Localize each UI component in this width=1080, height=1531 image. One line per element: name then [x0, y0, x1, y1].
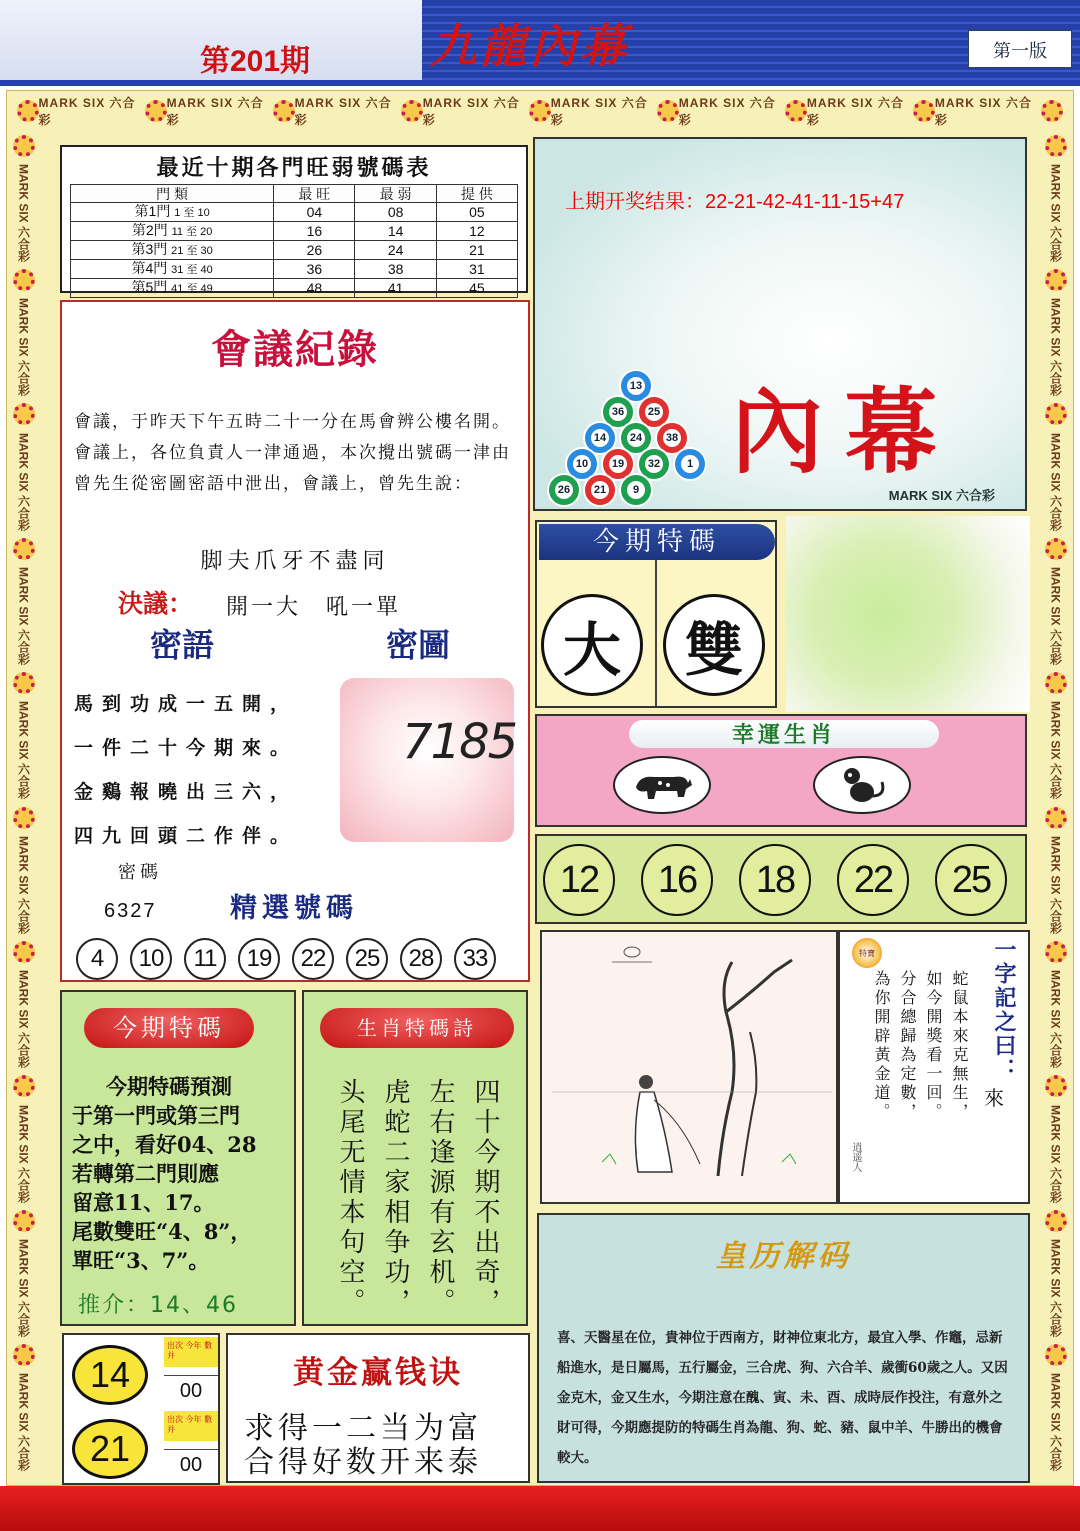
col-tip: 提 供 [436, 185, 517, 203]
hot-cell: 04 [274, 203, 355, 222]
resolution-label: 決議： [118, 589, 194, 618]
newspaper-title: 九龍內幕 [430, 19, 630, 73]
forecast-line: 于第一門或第三門 [72, 1103, 240, 1128]
tip-cell: 45 [436, 279, 517, 298]
brand-mark: MARK SIX 六合彩 [1048, 1373, 1063, 1472]
decorative-blob [786, 516, 1030, 712]
tag-value: 00 [164, 1375, 218, 1405]
lottery-ball: 36 [601, 395, 635, 429]
flower-icon [13, 403, 35, 425]
hot-cell: 26 [274, 241, 355, 260]
flower-icon [13, 1075, 35, 1097]
flower-icon [13, 941, 35, 963]
header-bar [0, 0, 1080, 86]
brand-mark: MARK SIX [888, 488, 953, 503]
memo-line: 分合總歸為定數， [898, 970, 917, 1122]
table-row [71, 222, 518, 241]
hot-cell: 48 [274, 279, 355, 298]
gold-line: 合得好数开来泰 [244, 1445, 482, 1480]
brand-mark: MARK SIX 六合彩 [1048, 432, 1063, 531]
flower-icon [13, 1210, 35, 1232]
col-cold: 最 弱 [355, 185, 436, 203]
flower-icon [13, 135, 35, 157]
gold-line: 求得一二当为富 [244, 1411, 482, 1446]
brand-mark: MARK SIX 六合彩 [1048, 163, 1063, 262]
memo-author: 逍遥人 [850, 1142, 861, 1172]
decorative-border-left [7, 131, 41, 1475]
tag-label: 出次 今年 數 并 [164, 1337, 218, 1367]
hot-cell: 36 [274, 260, 355, 279]
gold-panel [226, 1333, 530, 1483]
brand-mark: MARK SIX 六合彩 [38, 96, 136, 127]
brand-mark: MARK SIX 六合彩 [550, 96, 648, 127]
meeting-body: 會議，于昨天下午五時二十一分在馬會辨公樓名開。會議上，各位負責人一津通過，本次攪出號碼一津由曾先生從密圖密語中泄出，會議上，曾先生說： [74, 412, 511, 494]
brand-mark: MARK SIX 六合彩 [16, 835, 31, 934]
decorative-border-right [1039, 131, 1073, 1475]
special-code-panel [535, 520, 777, 708]
brand-mark: MARK SIX 六合彩 [678, 96, 776, 127]
mima-label: 密碼 [118, 862, 162, 883]
gold-title: 黄金赢钱诀 [293, 1355, 463, 1391]
memo-line: 如今開獎看一回。 [924, 970, 943, 1122]
edition-label: 第一版 [993, 41, 1047, 62]
number-ball: 22 [837, 844, 909, 916]
brand-mark: MARK SIX 六合彩 [1048, 701, 1063, 800]
forecast-line: 尾數雙旺“4、8”， [72, 1219, 252, 1244]
stats-title: 最近十期各門旺弱號碼表 [156, 155, 432, 181]
lottery-ball: 38 [655, 421, 689, 455]
brand-mark: MARK SIX 六合彩 [1048, 1238, 1063, 1337]
number-ball: 12 [543, 844, 615, 916]
poem-line: 四九回頭二作伴。 [74, 825, 299, 847]
flower-icon [13, 807, 35, 829]
meeting-poem [74, 682, 298, 858]
flower-icon [1045, 807, 1067, 829]
cold-cell: 41 [355, 279, 436, 298]
memo-badge: 特寶 [852, 938, 882, 968]
selected-numbers [76, 938, 496, 980]
result-panel [533, 137, 1027, 511]
brand-mark: MARK SIX 六合彩 [166, 96, 264, 127]
tag-value: 00 [164, 1449, 218, 1479]
last-result: 上期开奖结果：22-21-42-41-11-15+47 [565, 191, 905, 213]
flower-icon [1045, 269, 1067, 291]
memo-line: 為你開辟黃金道。 [872, 970, 891, 1122]
tip-cell: 21 [436, 241, 517, 260]
number-ball: 21 [72, 1419, 148, 1479]
tip-cell: 05 [436, 203, 517, 222]
almanac-body: 喜、天醫星在位，貴神位于西南方，財神位東北方，最宜入學、作竈，忌新船進水，是日屬馬，五行屬金，三合虎、狗、六合羊、歲衝60歲之人。又因金克木，金又生水，今期注意在醜、寅、未、酉、成時辰作投注，有意外之財可得，今期應提防的特碼生肖為龍、狗、蛇、豬、鼠中羊、牛勝出的機會較大。 [557, 1330, 1008, 1466]
forecast-line: 單旺“3、7”。 [72, 1248, 210, 1273]
zodiac-poem-title: 生肖特碼詩 [320, 1008, 514, 1048]
forecast-line: 之中，看好04、28 [72, 1132, 257, 1157]
col-hot: 最 旺 [274, 185, 355, 203]
brand-mark: MARK SIX 六合彩 [16, 701, 31, 800]
issue-number: 第201期 [200, 45, 311, 78]
table-row [71, 241, 518, 260]
flower-icon [273, 100, 295, 122]
miyu-label: 密語 [150, 626, 215, 664]
number-ball: 16 [641, 844, 713, 916]
mitu-label: 密圖 [386, 626, 451, 664]
flower-icon [401, 100, 423, 122]
lottery-ball: 1 [673, 447, 707, 481]
flower-icon [13, 1344, 35, 1366]
brand-mark: MARK SIX 六合彩 [16, 1104, 31, 1203]
memo-answer: 來 [984, 1086, 1004, 1110]
table-row [71, 203, 518, 222]
secret-image-box [340, 678, 517, 842]
neimu-title: 內幕 [731, 378, 960, 486]
brand-mark: MARK SIX 六合彩 [1048, 835, 1063, 934]
hot-cell: 16 [274, 222, 355, 241]
forecast-title: 今期特碼 [84, 1008, 254, 1048]
cold-cell: 38 [355, 260, 436, 279]
memo-line: 蛇鼠本來克無生， [950, 970, 969, 1122]
brand-mark: MARK SIX 六合彩 [934, 96, 1032, 127]
flower-icon [1045, 941, 1067, 963]
brand-mark: MARK SIX 六合彩 [16, 1373, 31, 1472]
ink-painting [540, 930, 838, 1204]
selected-numbers-title: 精選號碼 [230, 893, 358, 924]
gate-cell: 第5門 41 至 49 [71, 279, 274, 298]
gate-cell: 第2門 11 至 20 [71, 222, 274, 241]
lucky-zodiac-panel [535, 714, 1027, 827]
table-row [71, 260, 518, 279]
flower-icon [13, 538, 35, 560]
forecast-body [72, 1072, 292, 1275]
brand-mark: MARK SIX 六合彩 [16, 566, 31, 665]
number-ball: 22 [292, 938, 334, 980]
lottery-ball: 32 [637, 447, 671, 481]
special-ball-big: 大 [541, 594, 643, 696]
lottery-balls-cluster [547, 369, 725, 505]
resolution-text: 開一大 吼一單 [226, 595, 402, 620]
number-ball: 18 [739, 844, 811, 916]
lottery-ball: 10 [565, 447, 599, 481]
number-ball: 25 [935, 844, 1007, 916]
forecast-line: 若轉第二門則應 [72, 1161, 219, 1186]
brand-mark: MARK SIX 六合彩 [1048, 298, 1063, 397]
zodiac-poem [337, 1078, 498, 1318]
number-ball: 14 [72, 1345, 148, 1405]
numbers-row [543, 844, 1007, 916]
special-code-title: 今期特碼 [539, 524, 775, 560]
meeting-panel [60, 300, 530, 982]
lottery-ball: 21 [583, 473, 617, 507]
meeting-title: 會議紀錄 [211, 326, 379, 373]
lottery-ball: 13 [619, 369, 653, 403]
gate-cell: 第4門 31 至 40 [71, 260, 274, 279]
flower-icon [785, 100, 807, 122]
flower-icon [529, 100, 551, 122]
number-ball: 19 [238, 938, 280, 980]
footer-bar [0, 1486, 1080, 1531]
almanac-title: 皇历解码 [715, 1239, 852, 1274]
handwritten-code: 7185 [402, 714, 517, 770]
recommend: 推介：14、46 [78, 1293, 238, 1318]
edition-box [968, 30, 1072, 68]
col-gate: 門 類 [71, 185, 274, 203]
flower-icon [17, 100, 39, 122]
number-ball: 4 [76, 938, 118, 980]
flower-icon [1045, 672, 1067, 694]
meeting-clue: 脚夫爪牙不盡同 [200, 549, 390, 574]
flower-icon [1045, 1075, 1067, 1097]
brand-mark: MARK SIX 六合彩 [1048, 970, 1063, 1069]
memo-title: 一字記之曰： [991, 938, 1017, 1082]
stats-table [70, 184, 518, 298]
numbers-panel [535, 834, 1027, 924]
number-ball: 11 [184, 938, 226, 980]
zodiac-poem-panel [302, 990, 528, 1326]
brand-mark: MARK SIX 六合彩 [16, 1238, 31, 1337]
number-ball: 25 [346, 938, 388, 980]
zodiac-poem-line: 头尾无情本句空。 [335, 1078, 365, 1318]
memo-panel [838, 930, 1030, 1204]
forecast-line: 今期特碼預測 [106, 1074, 232, 1099]
poem-line: 馬到功成一五開， [74, 693, 299, 715]
lottery-ball: 25 [637, 395, 671, 429]
flower-icon [13, 269, 35, 291]
ox-icon [613, 756, 711, 814]
zodiac-poem-line: 虎蛇二家相争功， [380, 1078, 410, 1318]
number-ball: 33 [454, 938, 496, 980]
flower-icon [1041, 100, 1063, 122]
brand-mark: MARK SIX 六合彩 [806, 96, 904, 127]
lottery-ball: 9 [619, 473, 653, 507]
table-row [71, 279, 518, 298]
brand-mark: MARK SIX 六合彩 [16, 432, 31, 531]
table-header-row [71, 185, 518, 203]
brand-mark: MARK SIX 六合彩 [1048, 1104, 1063, 1203]
forecast-line: 留意11、17。 [72, 1190, 215, 1215]
lucky-zodiac-title: 幸運生肖 [629, 720, 939, 748]
brand-mark: MARK SIX 六合彩 [16, 298, 31, 397]
lottery-ball: 26 [547, 473, 581, 507]
flower-icon [13, 672, 35, 694]
flower-icon [145, 100, 167, 122]
monkey-icon [813, 756, 911, 814]
special-ball-even: 雙 [663, 594, 765, 696]
brand-mark: MARK SIX 六合彩 [1048, 566, 1063, 665]
brand-cn: 六合彩 [955, 488, 995, 503]
gate-cell: 第3門 21 至 30 [71, 241, 274, 260]
flower-icon [913, 100, 935, 122]
brand-mark: MARK SIX 六合彩 [16, 970, 31, 1069]
zodiac-poem-line: 左右逢源有玄机。 [425, 1078, 455, 1318]
special-forecast-panel [60, 990, 296, 1326]
almanac-panel [537, 1213, 1030, 1483]
brand-mark: MARK SIX 六合彩 [16, 163, 31, 262]
divider [655, 560, 657, 706]
tip-cell: 31 [436, 260, 517, 279]
issue-box [0, 0, 422, 80]
flower-icon [1045, 538, 1067, 560]
poem-line: 金鷄報曉出三六， [74, 781, 299, 803]
cold-cell: 08 [355, 203, 436, 222]
flower-icon [1045, 1210, 1067, 1232]
number-ball: 10 [130, 938, 172, 980]
number-ball: 28 [400, 938, 442, 980]
tip-cell: 12 [436, 222, 517, 241]
mima-value: 6327 [104, 900, 157, 922]
flower-icon [1045, 1344, 1067, 1366]
painting-illustration [542, 932, 838, 1204]
small-numbers-box [62, 1333, 220, 1485]
brand-mark: MARK SIX 六合彩 [294, 96, 392, 127]
lottery-ball: 24 [619, 421, 653, 455]
poem-line: 一件二十今期來。 [74, 737, 299, 759]
cold-cell: 24 [355, 241, 436, 260]
zodiac-poem-line: 四十今期不出奇， [470, 1078, 500, 1318]
flower-icon [1045, 403, 1067, 425]
gate-cell: 第1門 1 至 10 [71, 203, 274, 222]
tag-label: 出次 今年 數 并 [164, 1411, 218, 1441]
lottery-ball: 19 [601, 447, 635, 481]
cold-cell: 14 [355, 222, 436, 241]
brand-mark: MARK SIX 六合彩 [422, 96, 520, 127]
result-brand [889, 485, 995, 504]
stats-table-panel [60, 145, 528, 296]
flower-icon [1045, 135, 1067, 157]
lottery-ball: 14 [583, 421, 617, 455]
decorative-border-top [17, 91, 1063, 131]
flower-icon [657, 100, 679, 122]
